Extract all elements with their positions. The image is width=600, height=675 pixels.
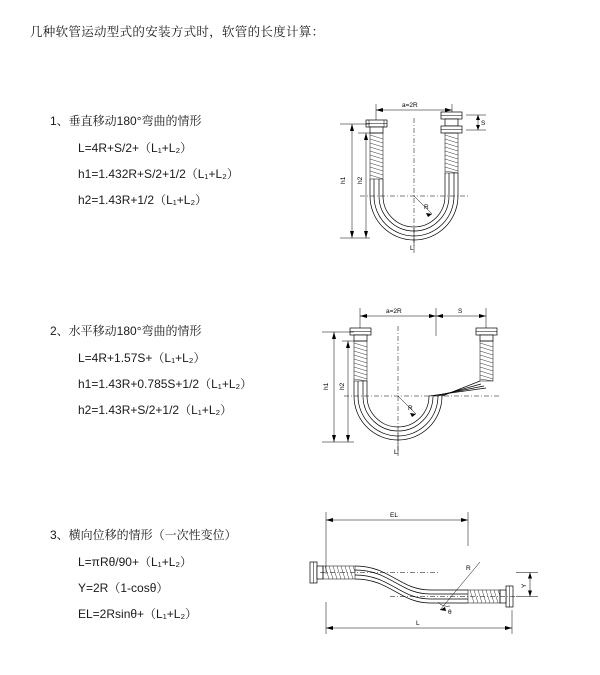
- section-2-formula-2: h1=1.43R+0.785S+1/2（L₁+L₂）: [78, 377, 253, 391]
- section-vertical-movement: [0, 78, 600, 268]
- figure-vertical-180-bend: [300, 78, 550, 268]
- section-1-heading: 1、垂直移动180°弯曲的情形: [50, 114, 202, 128]
- fig1-label-s: S: [481, 120, 486, 127]
- section-3-text: [50, 526, 300, 631]
- fig3-label-r: R: [466, 565, 471, 572]
- section-3-formula-3: EL=2Rsinθ+（L₁+L₂）: [78, 607, 198, 621]
- fig2-label-s: S: [458, 308, 463, 315]
- fig1-label-h2: h2: [357, 176, 364, 184]
- section-3-formula-1: L=πRθ/90+（L₁+L₂）: [78, 555, 193, 569]
- section-1-formula-1: L=4R+S/2+（L₁+L₂）: [78, 141, 193, 155]
- figure-lateral-offset: [290, 502, 550, 652]
- fig2-label-r: R: [408, 405, 413, 412]
- fig2-label-h2: h2: [339, 382, 346, 390]
- fig2-label-a2r: a=2R: [386, 308, 402, 315]
- section-2-text: [50, 322, 300, 427]
- section-3-formula-2: Y=2R（1-cosθ）: [78, 581, 169, 595]
- fig1-label-l: L: [410, 245, 414, 252]
- fig2-label-h1: h1: [323, 382, 330, 390]
- section-2-formula-3: h2=1.43R+S/2+1/2（L₁+L₂）: [78, 403, 233, 417]
- section-1-formula-2: h1=1.432R+S/2+1/2（L₁+L₂）: [78, 167, 239, 181]
- section-1-formula-3: h2=1.43R+1/2（L₁+L₂）: [78, 193, 208, 207]
- section-lateral-offset: [0, 498, 600, 668]
- fig3-label-el: EL: [390, 512, 398, 519]
- fig3-label-y: Y: [521, 583, 528, 588]
- fig1-label-h1: h1: [340, 176, 347, 184]
- fig1-label-r: R: [424, 204, 429, 211]
- fig3-label-l: L: [416, 620, 420, 627]
- fig2-label-l: L: [394, 449, 398, 456]
- section-2-heading: 2、水平移动180°弯曲的情形: [50, 324, 202, 338]
- section-1-text: [50, 112, 300, 217]
- figure-horizontal-180-bend: [300, 292, 550, 482]
- section-3-heading: 3、横向位移的情形（一次性变位）: [50, 528, 237, 542]
- page-title: 几种软管运动型式的安装方式时，软管的长度计算：: [30, 25, 325, 39]
- fig1-label-a2r: a=2R: [402, 102, 418, 109]
- section-2-formula-1: L=4R+1.57S+（L₁+L₂）: [78, 351, 206, 365]
- fig3-label-theta: θ: [448, 609, 452, 616]
- section-horizontal-movement: [0, 288, 600, 478]
